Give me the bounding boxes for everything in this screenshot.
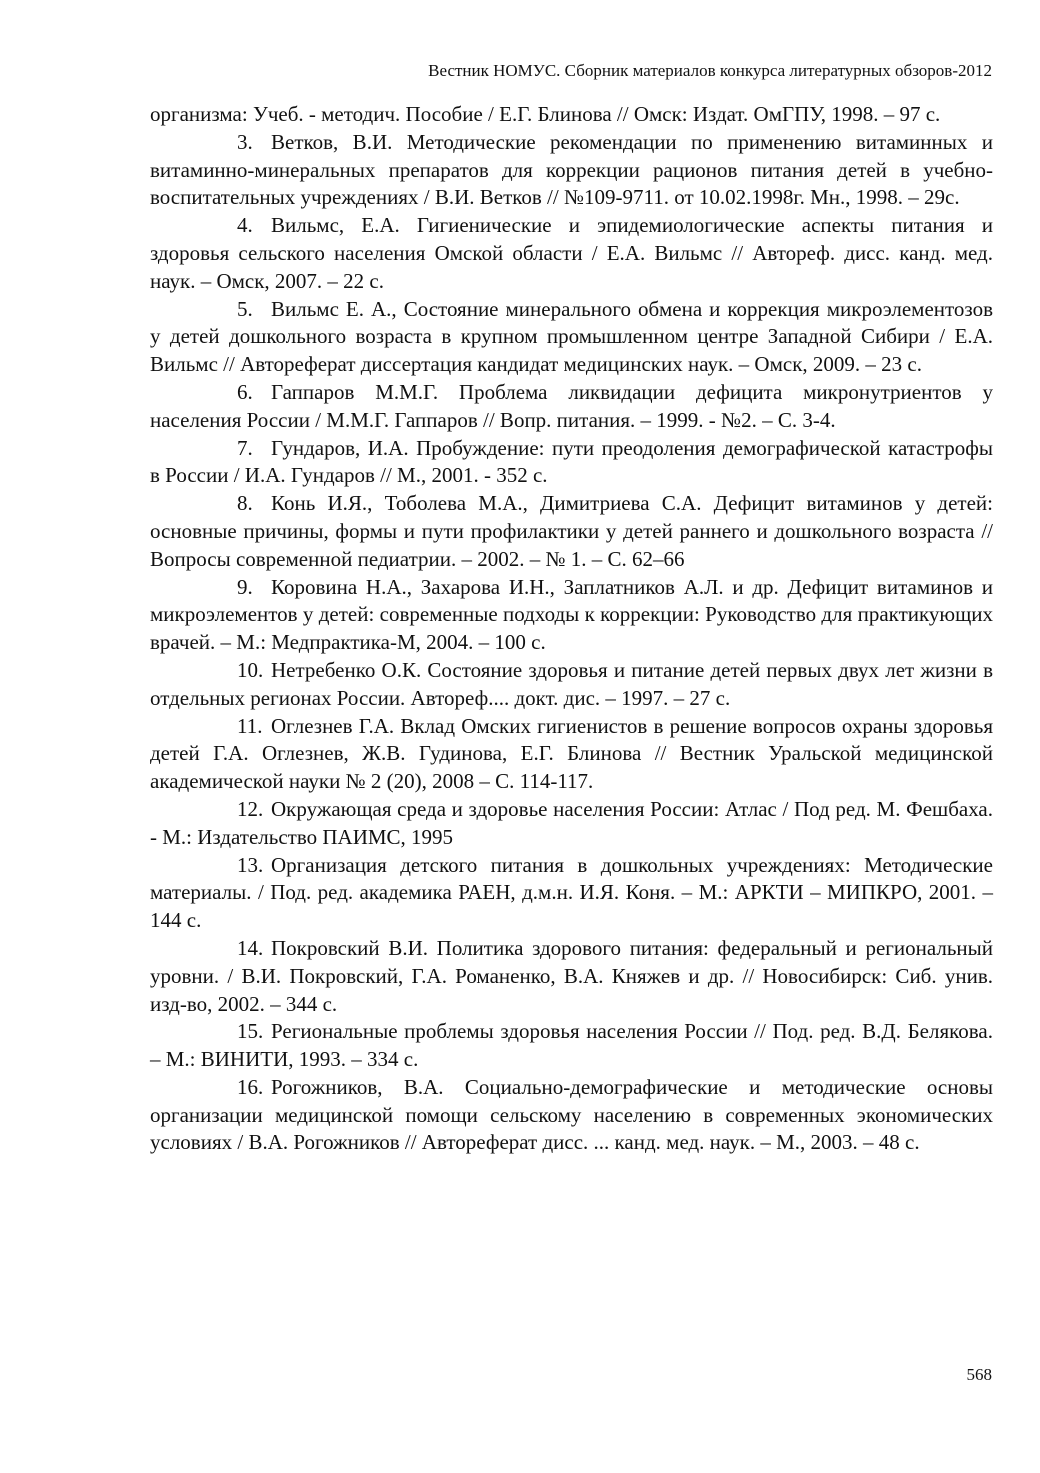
reference-item [150, 435, 993, 491]
page-number: 568 [966, 1365, 992, 1384]
reference-item [150, 1018, 993, 1074]
reference-text: Окружающая среда и здоровье населения России: Атлас / Под ред. М. Фешбаха. - М.: Издательство ПАИМС, 1995 [150, 796, 993, 849]
reference-text: Оглезнев Г.А. Вклад Омских гигиенистов в решение вопросов охраны здоровья детей Г.А. Оглезнев, Ж.В. Гудинова, Е.Г. Блинова // Вестник Уральской медицинской академической науки № 2 (20), 2008 – С. 114-117. [150, 713, 993, 794]
reference-item [150, 296, 993, 379]
reference-number: 7. [237, 435, 253, 460]
reference-item [150, 796, 993, 852]
reference-item [150, 1074, 993, 1157]
reference-number: 4. [237, 213, 253, 238]
reference-continuation: организма: Учеб. - методич. Пособие / Е.Г. Блинова // Омск: Издат. ОмГПУ, 1998. – 97 с. [150, 102, 941, 126]
reference-number: 15. [237, 1019, 264, 1044]
reference-item [150, 713, 993, 796]
references-container [150, 129, 993, 1157]
reference-item [150, 935, 993, 1018]
running-header: Вестник НОМУС. Сборник материалов конкурса литературных обзоров-2012 [428, 61, 992, 80]
reference-text: Гундаров, И.А. Пробуждение: пути преодоления демографической катастрофы в России / И.А. Гундаров // М., 2001. - 352 с. [150, 435, 993, 488]
reference-text: Региональные проблемы здоровья населения России // Под. ред. В.Д. Белякова. – М.: ВИНИТИ, 1993. – 334 с. [150, 1019, 993, 1072]
reference-item [150, 490, 993, 573]
reference-text: Вильмс Е. А., Состояние минерального обмена и коррекция микроэлементозов у детей дошкольного возраста в крупном промышленном центре Западной Сибири / Е.А. Вильмс // Автореферат диссертация кандидат медицинских наук. – Омск, 2009. – 23 с. [150, 296, 993, 377]
reference-text: Рогожников, В.А. Социально-демографические и методические основы организации медицинской помощи сельскому населению в современных экономических условиях / В.А. Рогожников // Автореферат дисс. ... канд. мед. наук. – М., 2003. – 48 с. [150, 1074, 993, 1155]
reference-item [150, 129, 993, 212]
reference-number: 11. [237, 713, 263, 738]
reference-number: 8. [237, 491, 253, 516]
reference-number: 14. [237, 935, 264, 960]
reference-item [150, 852, 993, 935]
reference-number: 5. [237, 296, 253, 321]
reference-text: Покровский В.И. Политика здорового питания: федеральный и региональный уровни. / В.И. Покровский, Г.А. Романенко, В.А. Княжев и др. // Новосибирск: Сиб. унив. изд-во, 2002. – 344 с. [150, 935, 993, 1016]
reference-number: 6. [237, 379, 253, 404]
reference-number: 16. [237, 1074, 264, 1099]
reference-number: 12. [237, 796, 264, 821]
reference-text: Вильмс, Е.А. Гигиенические и эпидемиологические аспекты питания и здоровья сельского населения Омской области / Е.А. Вильмс // Автореф. дисс. канд. мед. наук. – Омск, 2007. – 22 с. [150, 213, 993, 293]
reference-number: 10. [237, 657, 264, 682]
reference-number: 9. [237, 574, 253, 599]
reference-item [150, 379, 993, 435]
reference-item [150, 574, 993, 657]
reference-item [150, 212, 993, 295]
reference-text: Гаппаров М.М.Г. Проблема ликвидации дефицита микронутриентов у населения России / М.М.Г. Гаппаров // Вопр. питания. – 1999. - №2. – С. 3-4. [150, 379, 993, 432]
reference-text: Коровина Н.А., Захарова И.Н., Заплатников А.Л. и др. Дефицит витаминов и микроэлементов у детей: современные подходы к коррекции: Руководство для практикующих врачей. – М.: Медпрактика-М, 2004. – 100 с. [150, 574, 993, 655]
reference-number: 3. [237, 129, 253, 154]
reference-number: 13. [237, 852, 264, 877]
reference-text: Нетребенко О.К. Состояние здоровья и питание детей первых двух лет жизни в отдельных регионах России. Автореф.... докт. дис. – 1997. – 27 с. [150, 657, 993, 710]
reference-list [150, 101, 993, 1157]
reference-text: Организация детского питания в дошкольных учреждениях: Методические материалы. / Под. ред. академика РАЕН, д.м.н. И.Я. Коня. – М.: АРКТИ – МИПКРО, 2001. – 144 с. [150, 852, 993, 933]
reference-text: Конь И.Я., Toболева М.А., Димитриева С.А. Дефицит витаминов у детей: основные причины, формы и пути профилактики у детей раннего и дошкольного возраста // Вопросы современной педиатрии. – 2002. – № 1. – С. 62–66 [150, 491, 993, 571]
reference-item [150, 657, 993, 713]
reference-text: Ветков, В.И. Методические рекомендации по применению витаминных и витаминно-минеральных препаратов для коррекции рационов питания детей в учебно-воспитательных учреждениях / В.И. Ветков // №109-9711. от 10.02.1998г. Мн., 1998. – 29с. [150, 129, 993, 210]
